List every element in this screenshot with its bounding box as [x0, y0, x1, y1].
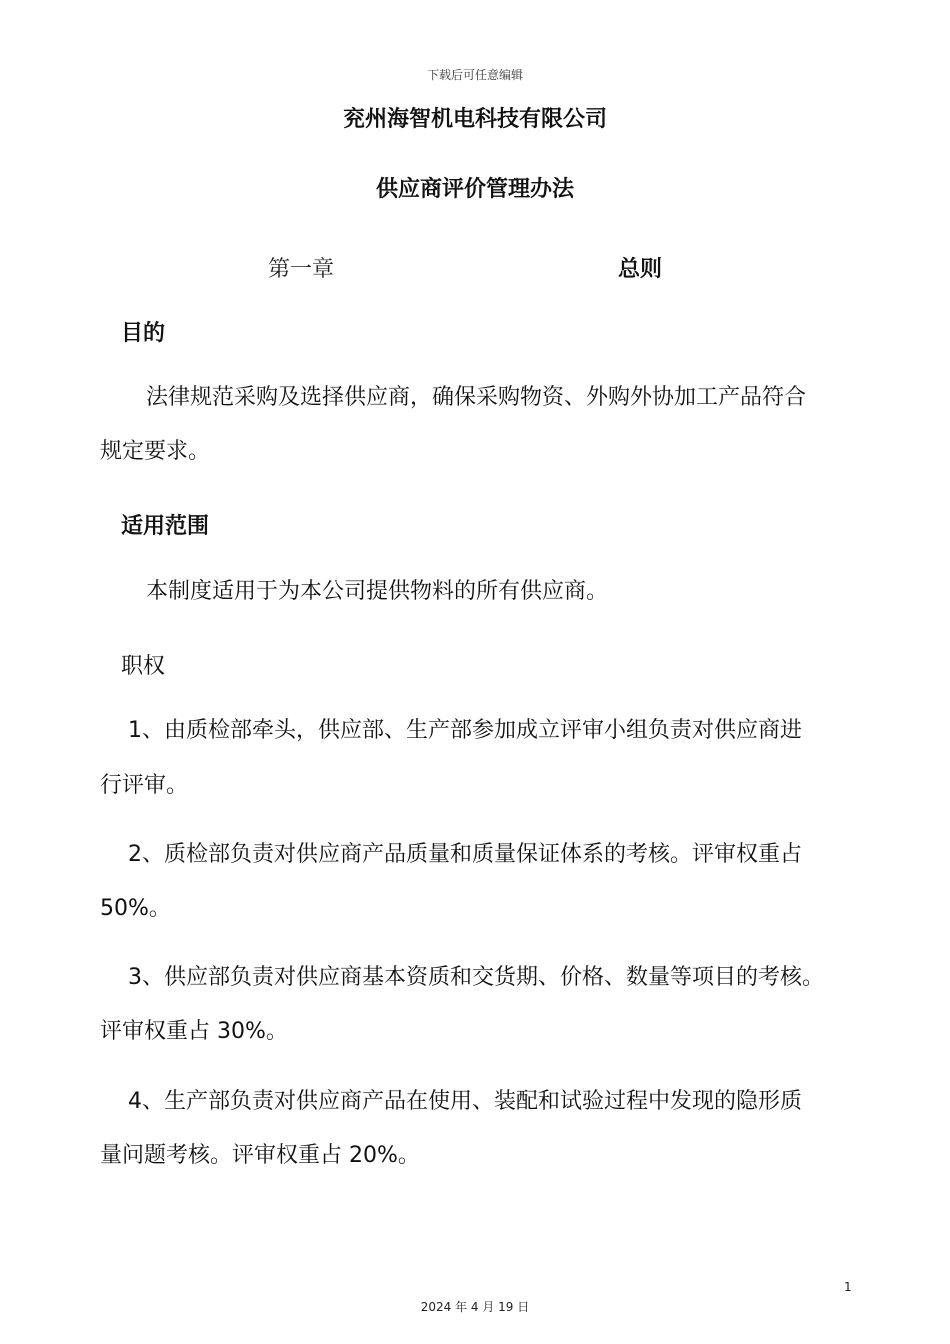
- duty-item-1-line-2: 行评审。: [100, 773, 189, 798]
- duty-item-3-line-2: 评审权重占 30%。: [100, 1019, 288, 1044]
- duty-item-2-line-2: 50%。: [100, 896, 171, 921]
- duty-item-2-line-1: 2、质检部负责对供应商产品质量和质量保证体系的考核。评审权重占: [128, 842, 802, 867]
- duty-item-1-line-1: 1、由质检部牵头，供应部、生产部参加成立评审小组负责对供应商进: [128, 718, 802, 743]
- scope-text-line-1: 本制度适用于为本公司提供物料的所有供应商。: [146, 579, 609, 604]
- section-heading-scope: 适用范围: [121, 514, 210, 539]
- header-note: 下载后可任意编辑: [426, 68, 523, 82]
- duty-item-3-line-1: 3、供应部负责对供应商基本资质和交货期、价格、数量等项目的考核。: [128, 965, 824, 990]
- duty-item-4-line-2: 量问题考核。评审权重占 20%。: [100, 1143, 420, 1168]
- footer-date: 2024 年 4 月 19 日: [420, 1300, 530, 1314]
- chapter-label: 第一章: [268, 257, 335, 282]
- section-heading-duties: 职权: [121, 654, 166, 679]
- document-title: 供应商评价管理办法: [375, 177, 574, 202]
- purpose-text-line-1: 法律规范采购及选择供应商，确保采购物资、外购外协加工产品符合: [146, 385, 807, 410]
- duty-item-4-line-1: 4、生产部负责对供应商产品在使用、装配和试验过程中发现的隐形质: [128, 1089, 802, 1114]
- chapter-name: 总则: [618, 257, 663, 282]
- company-title: 兖州海智机电科技有限公司: [342, 107, 607, 132]
- purpose-text-line-2: 规定要求。: [100, 439, 211, 464]
- section-heading-purpose: 目的: [121, 321, 166, 346]
- page-number: 1: [844, 1280, 852, 1294]
